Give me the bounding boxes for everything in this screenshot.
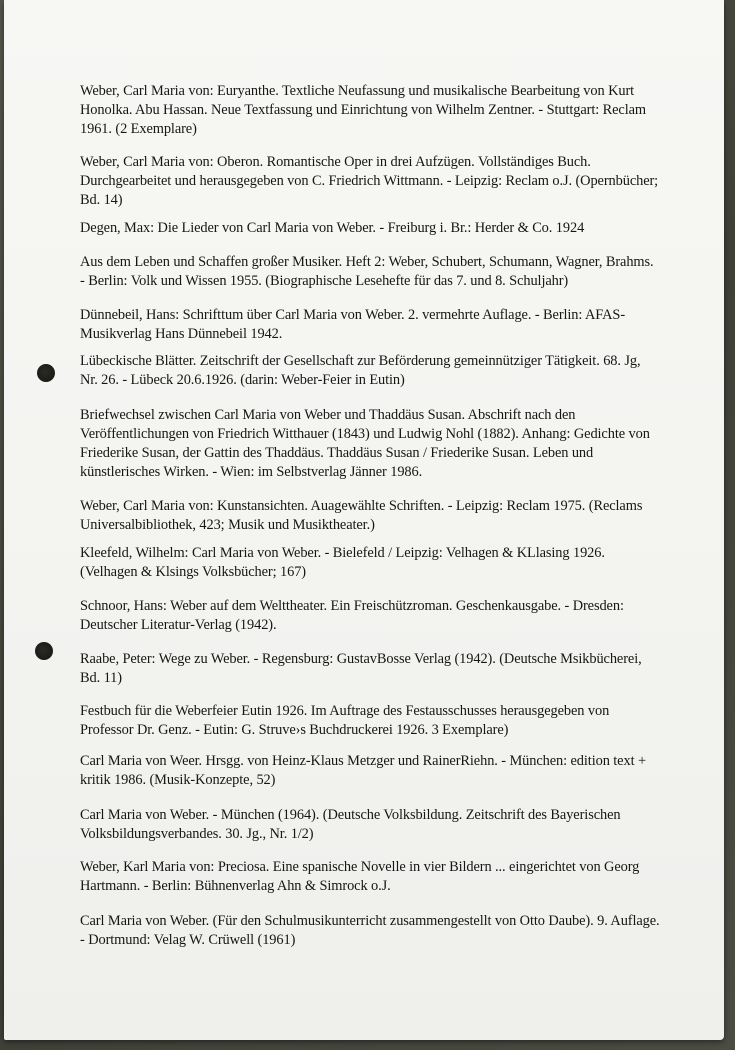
bibliography-entry: Degen, Max: Die Lieder von Carl Maria von Weber. - Freiburg i. Br.: Herder & Co. 1924 xyxy=(80,220,585,236)
bibliography-entry: Weber, Carl Maria von: Kunstansichten. Auagewählte Schriften. - Leipzig: Reclam 1975. (Reclams Universalbibliothek, 423; Musik und Musiktheater.) xyxy=(80,498,643,533)
bibliography-entry: Lübeckische Blätter. Zeitschrift der Gesellschaft zur Beförderung gemeinnütziger Tätigkeit. 68. Jg, Nr. 26. - Lübeck 20.6.1926. (darin: Weber-Feier in Eutin) xyxy=(80,353,641,388)
punch-hole xyxy=(37,364,55,382)
bibliography-entry: Schnoor, Hans: Weber auf dem Welttheater. Ein Freischützroman. Geschenkausgabe. - Dresden: Deutscher Literatur-Verlag (1942). xyxy=(80,598,624,633)
bibliography-entry: Carl Maria von Weber. - München (1964). (Deutsche Volksbildung. Zeitschrift des Bayerischen Volksbildungsverbandes. 30. Jg., Nr. 1/2) xyxy=(80,807,621,842)
document-page xyxy=(4,0,724,1040)
bibliography-entry: Weber, Carl Maria von: Euryanthe. Textliche Neufassung und musikalische Bearbeitung von Kurt Honolka. Abu Hassan. Neue Textfassung und Einrichtung von Wilhelm Zentner. - Stuttgart: Reclam 1961. (2 Exemplare) xyxy=(80,83,646,137)
punch-hole xyxy=(35,642,53,660)
bibliography-entry: Festbuch für die Weberfeier Eutin 1926. Im Auftrage des Festausschusses herausgegeben von Professor Dr. Genz. - Eutin: G. Struve›s Buchdruckerei 1926. 3 Exemplare) xyxy=(80,703,610,738)
bibliography-entry: Dünnebeil, Hans: Schrifttum über Carl Maria von Weber. 2. vermehrte Auflage. - Berlin: AFAS-Musikverlag Hans Dünnebeil 1942. xyxy=(80,307,626,342)
bibliography-entry: Briefwechsel zwischen Carl Maria von Weber und Thaddäus Susan. Abschrift nach den Veröffentlichungen von Friedrich Witthauer (1843) und Ludwig Nohl (1882). Anhang: Gedichte von Friederike Susan, der Gattin des Thaddäus. Thaddäus Susan / Friederike Susan. Leben und künstlerisches Wirken. - Wien: im Selbstverlag Jänner 1986. xyxy=(80,407,650,480)
bibliography-entry: Carl Maria von Weer. Hrsgg. von Heinz-Klaus Metzger und RainerRiehn. - München: edition text + kritik 1986. (Musik-Konzepte, 52) xyxy=(80,753,646,788)
bibliography-entry: Weber, Carl Maria von: Oberon. Romantische Oper in drei Aufzügen. Vollständiges Buch. Durchgearbeitet und herausgegeben von C. Friedrich Wittmann. - Leipzig: Reclam o.J. (Opernbücher; Bd. 14) xyxy=(80,154,659,208)
bibliography-entry: Kleefeld, Wilhelm: Carl Maria von Weber. - Bielefeld / Leipzig: Velhagen & KLlasing 1926. (Velhagen & Klsings Volksbücher; 167) xyxy=(80,545,605,580)
bibliography-entry: Carl Maria von Weber. (Für den Schulmusikunterricht zusammengestellt von Otto Daube). 9. Auflage. - Dortmund: Velag W. Crüwell (1961) xyxy=(80,913,660,948)
bibliography-entry: Weber, Karl Maria von: Preciosa. Eine spanische Novelle in vier Bildern ... eingerichtet von Georg Hartmann. - Berlin: Bühnenverlag Ahn & Simrock o.J. xyxy=(80,859,640,894)
bibliography-entry: Aus dem Leben und Schaffen großer Musiker. Heft 2: Weber, Schubert, Schumann, Wagner, Brahms. - Berlin: Volk und Wissen 1955. (Biographische Lesehefte für das 7. und 8. Schuljahr) xyxy=(80,254,654,289)
bibliography-entry: Raabe, Peter: Wege zu Weber. - Regensburg: GustavBosse Verlag (1942). (Deutsche Msikbücherei, Bd. 11) xyxy=(80,651,642,686)
